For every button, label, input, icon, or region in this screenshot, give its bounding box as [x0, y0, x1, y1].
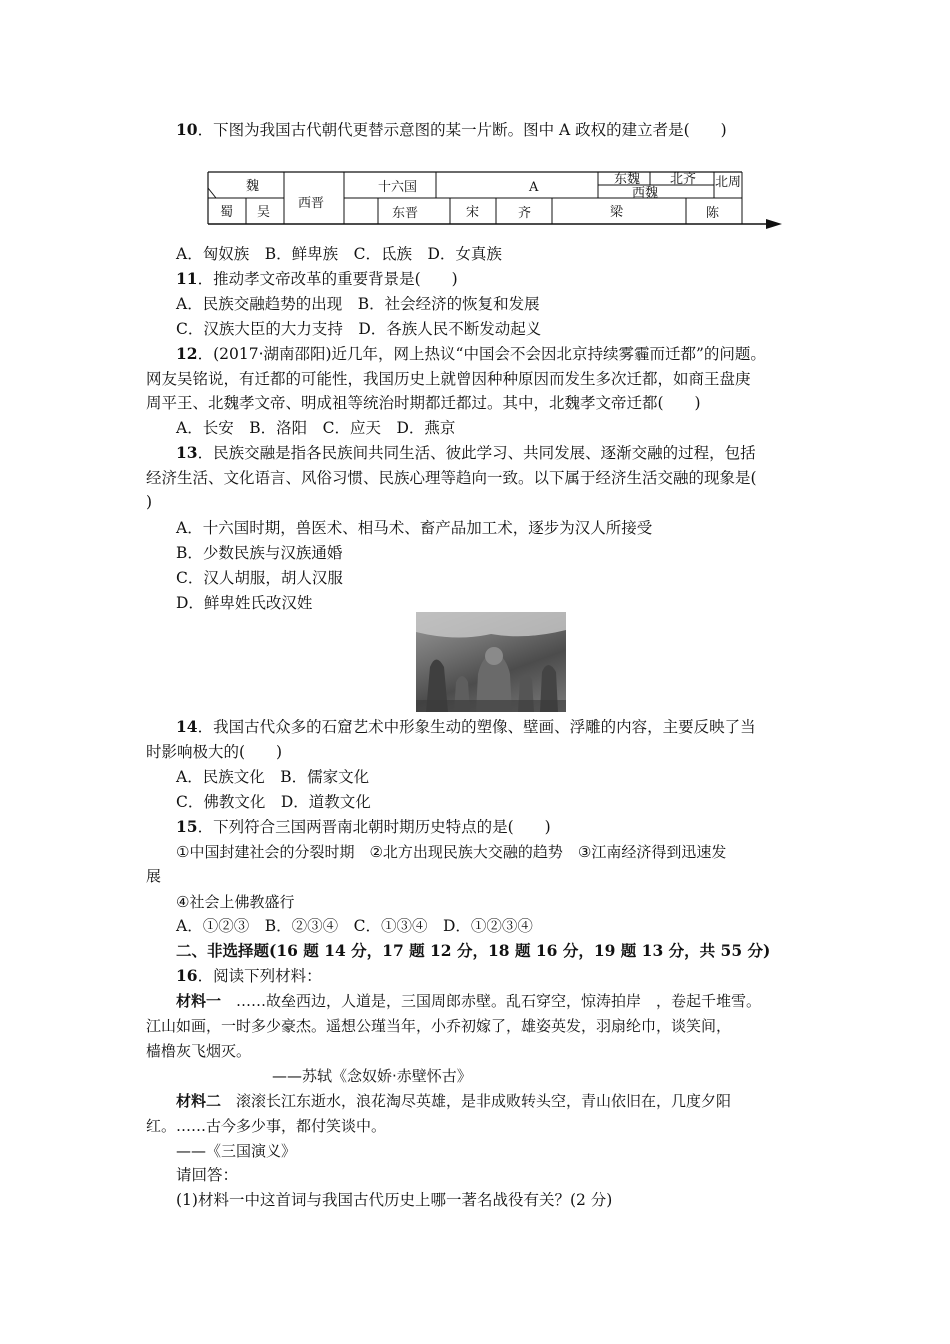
timeline-label-shu: 蜀	[220, 205, 234, 220]
material1-text-line3: 樯橹灰飞烟灭。	[146, 1042, 252, 1060]
material1-text-line2: 江山如画，一时多少豪杰。遥想公瑾当年，小乔初嫁了，雄姿英发，羽扇纶巾，谈笑间，	[146, 1017, 732, 1035]
timeline-label-bei-qi: 北齐	[670, 172, 697, 187]
q13-option-d: D．鲜卑姓氏改汉姓	[176, 594, 313, 612]
timeline-label-chen: 陈	[706, 206, 720, 221]
q13-option-c: C．汉人胡服，胡人汉服	[176, 569, 343, 587]
q13-text-line1: ．民族交融是指各民族间共同生活、彼此学习、共同发展、逐渐交融的过程，包括	[197, 444, 756, 462]
timeline-label-a: A	[529, 180, 539, 195]
grotto-statue-photo	[416, 612, 566, 712]
q10-text: ．下图为我国古代朝代更替示意图的某一片断。图中 A 政权的建立者是( )	[197, 121, 727, 139]
timeline-label-wu: 吴	[257, 205, 271, 220]
q14-options-line1: A．民族文化 B．儒家文化	[176, 768, 370, 786]
q14-text-line2: 时影响极大的( )	[146, 743, 283, 761]
q16-material2-line1	[176, 1089, 848, 1113]
q11-text: ．推动孝文帝改革的重要背景是( )	[197, 270, 458, 288]
q11-options-line2: C．汉族大臣的大力支持 D．各族人民不断发动起义	[176, 320, 542, 338]
q13-stem	[176, 441, 848, 465]
timeline-label-song: 宋	[466, 205, 480, 220]
q15-stem	[176, 815, 848, 839]
q10-stem	[176, 118, 848, 142]
q12-stem	[176, 342, 848, 366]
q10-number: 10	[176, 120, 198, 139]
timeline-label-dong-wei: 东魏	[614, 172, 641, 187]
q16-number: 16	[176, 966, 198, 985]
q13-text-line2: 经济生活、文化语言、风俗习惯、民族心理等趋向一致。以下属于经济生活交融的现象是(	[146, 469, 757, 487]
q16-subquestion-1: (1)材料一中这首词与我国古代历史上哪一著名战役有关？(2 分)	[176, 1191, 613, 1209]
timeline-label-wei: 魏	[246, 179, 260, 194]
q16-material1-line1	[176, 989, 848, 1013]
material1-source: ——苏轼《念奴娇·赤壁怀古》	[272, 1067, 472, 1085]
q10-options: A．匈奴族 B．鲜卑族 C．氐族 D．女真族	[176, 245, 502, 263]
q15-options: A．①②③ B．②③④ C．①③④ D．①②③④	[176, 917, 533, 935]
section2-title: 二、非选择题(16 题 14 分，17 题 12 分，18 题 16 分，19 题 13 分，共 55 分)	[176, 941, 771, 960]
material1-label: 材料一	[176, 992, 222, 1010]
q13-option-b: B．少数民族与汉族通婚	[176, 544, 343, 562]
timeline-label-sixteen-kingdoms: 十六国	[378, 180, 418, 195]
timeline-label-dong-jin: 东晋	[392, 206, 419, 221]
q16-text: ．阅读下列材料：	[197, 967, 322, 985]
q14-options-line2: C．佛教文化 D．道教文化	[176, 793, 371, 811]
dynasty-timeline-diagram	[206, 168, 786, 230]
q12-text-line1: ．(2017·湖南邵阳)近几年，网上热议“中国会不会因北京持续雾霾而迁都”的问题。	[197, 345, 766, 363]
q11-options-line1: A．民族交融趋势的出现 B．社会经济的恢复和发展	[176, 295, 540, 313]
material1-text-line1: ……故垒西边，人道是，三国周郎赤壁。乱石穿空，惊涛拍岸 ，卷起千堆雪。	[221, 992, 762, 1010]
material2-text-line2: 红。……古今多少事，都付笑谈中。	[146, 1117, 387, 1135]
material2-text-line1: 滚滚长江东逝水，浪花淘尽英雄，是非成败转头空，青山依旧在，几度夕阳	[221, 1092, 732, 1110]
q15-number: 15	[176, 817, 198, 836]
q15-items-line2: 展	[146, 867, 162, 885]
q11-stem	[176, 267, 848, 291]
timeline-label-xi-wei: 西魏	[632, 186, 659, 201]
q12-text-line3: 周平王、北魏孝文帝、明成祖等统治时期都迁都过。其中，北魏孝文帝迁都( )	[146, 394, 701, 412]
q15-text: ．下列符合三国两晋南北朝时期历史特点的是( )	[197, 818, 551, 836]
q14-number: 14	[176, 717, 198, 736]
q12-number: 12	[176, 344, 198, 363]
q12-options: A．长安 B．洛阳 C．应天 D．燕京	[176, 419, 456, 437]
q13-text-line3: )	[146, 493, 153, 511]
q11-number: 11	[176, 269, 198, 288]
q14-stem	[176, 715, 848, 739]
q13-option-a: A．十六国时期，兽医术、相马术、畜产品加工术，逐步为汉人所接受	[176, 519, 653, 537]
q13-number: 13	[176, 443, 198, 462]
q16-stem	[176, 964, 848, 988]
q15-items-line1: ①中国封建社会的分裂时期 ②北方出现民族大交融的趋势 ③江南经济得到迅速发	[176, 843, 727, 861]
q12-text-line2: 网友吴铭说，有迁都的可能性，我国历史上就曾因种种原因而发生多次迁都，如商王盘庚	[146, 370, 751, 388]
q14-text-line1: ．我国古代众多的石窟艺术中形象生动的塑像、壁画、浮雕的内容，主要反映了当	[197, 718, 756, 736]
timeline-label-xi-jin: 西晋	[298, 196, 325, 211]
material2-label: 材料二	[176, 1092, 222, 1110]
q16-prompt: 请回答：	[176, 1166, 239, 1184]
q15-items-line3: ④社会上佛教盛行	[176, 893, 295, 911]
timeline-label-qi: 齐	[518, 206, 532, 221]
timeline-label-bei-zhou: 北周	[715, 175, 742, 190]
timeline-label-liang: 梁	[610, 205, 624, 220]
material2-source: ——《三国演义》	[176, 1142, 297, 1160]
